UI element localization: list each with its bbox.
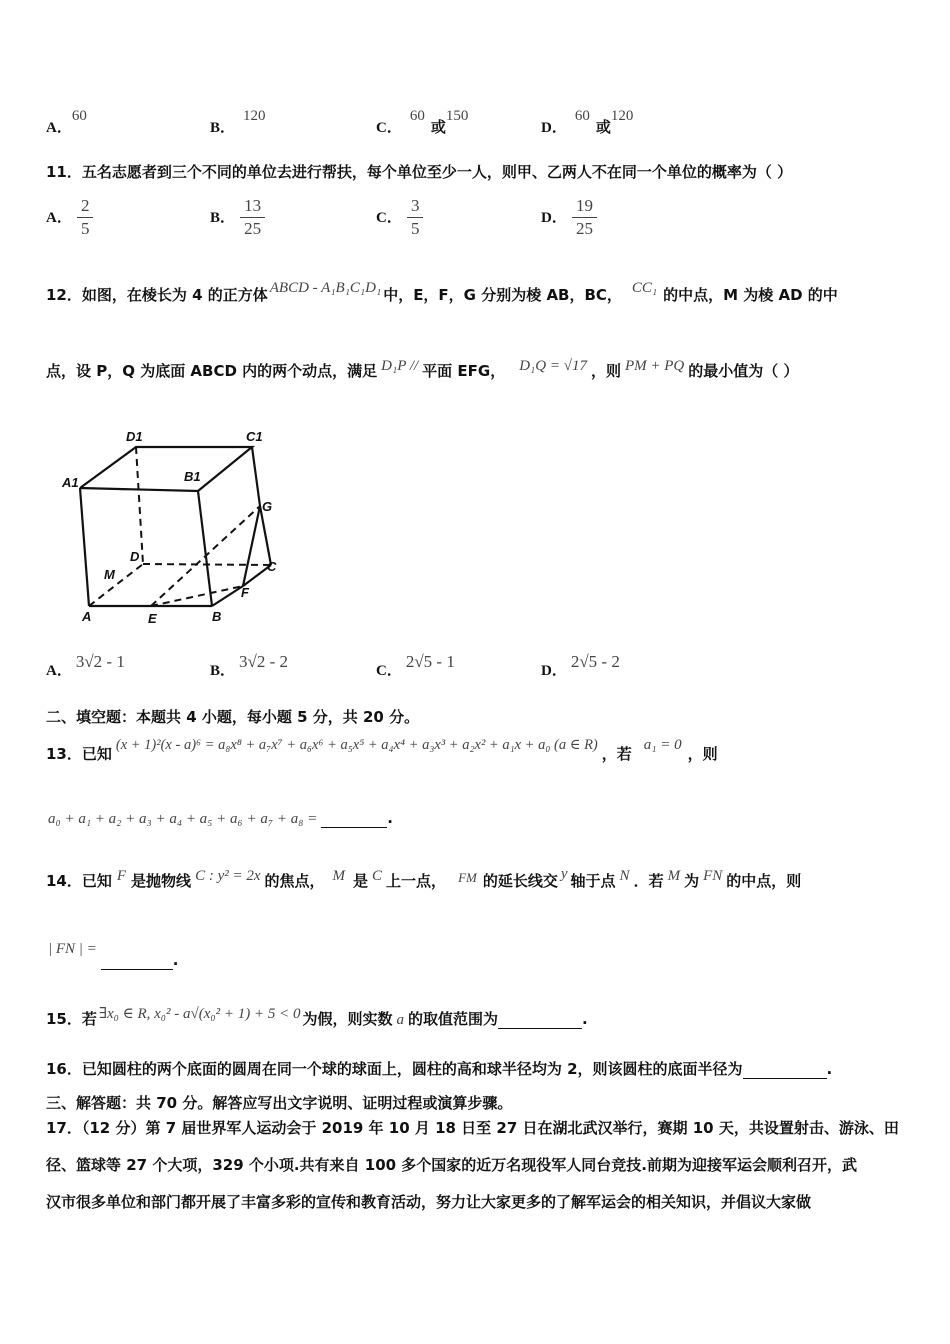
- q14-text: 轴于点: [570, 872, 616, 890]
- q14-text: 是抛物线: [131, 872, 192, 890]
- q12-option-b: [210, 651, 289, 679]
- option-label: A．: [46, 663, 72, 679]
- q15-end: .: [582, 1010, 588, 1028]
- q11-option-d: [541, 195, 597, 240]
- q14-text: 上一点，: [386, 872, 447, 890]
- q12-line-1: [46, 280, 838, 305]
- answer-blank: [101, 950, 173, 970]
- q14-fm: FM: [458, 870, 477, 885]
- q14-f: F: [116, 868, 127, 884]
- q13-text: ，则: [687, 745, 718, 763]
- q14-text: 是: [353, 872, 369, 890]
- q13-line-1: [46, 733, 718, 763]
- section-2-heading: 二、填空题：本题共 4 小题，每小题 5 分，共 20 分。: [46, 708, 420, 726]
- q14-text: 为: [684, 872, 700, 890]
- option-label: A．: [46, 210, 72, 226]
- q13-end: .: [387, 809, 393, 827]
- label-c1: C1: [246, 429, 263, 444]
- cube-figure: [60, 425, 290, 630]
- label-b: B: [212, 609, 222, 624]
- q14-m: M: [332, 868, 346, 884]
- q16-text: 16．已知圆柱的两个底面的圆周在同一个球的球面上，圆柱的高和球半径均为 2，则该圆柱的底面半径为: [46, 1060, 743, 1078]
- label-c: C: [267, 559, 277, 574]
- q14-fn: FN: [703, 868, 723, 884]
- q17-line-1: 17．（12 分）第 7 届世界军人运动会于 2019 年 10 月 18 日至 27 日在湖北武汉举行，赛期 10 天，共设置射击、游泳、田: [46, 1119, 899, 1137]
- option-label: D．: [541, 120, 567, 136]
- fraction: [240, 195, 265, 240]
- option-label: B．: [210, 663, 236, 679]
- q13-line-2: [48, 808, 393, 828]
- q15-text: 15．若: [46, 1010, 97, 1028]
- option-label: C．: [376, 120, 402, 136]
- q14-line-1: [46, 866, 802, 891]
- option-value-2: 150: [445, 108, 469, 124]
- q13-text: 13．已知: [46, 745, 112, 763]
- option-value: 3√2 - 2: [239, 652, 289, 671]
- section-3-heading: 三、解答题：共 70 分。解答应写出文字说明、证明过程或演算步骤。: [46, 1094, 513, 1112]
- numerator: 19: [572, 195, 597, 218]
- option-label: A．: [46, 120, 72, 136]
- q14-text: 的延长线交: [482, 872, 558, 890]
- q13-sum: a₀ + a₁ + a₂ + a₃ + a₄ + a₅ + a₆ + a₇ + a₈ =: [48, 811, 318, 827]
- q12-text: 12．如图，在棱长为 4 的正方体: [46, 286, 268, 304]
- option-label: D．: [541, 210, 567, 226]
- q10-option-d: [541, 104, 634, 136]
- q16-end: .: [826, 1060, 833, 1078]
- condition-distance: D₁Q = √17: [519, 358, 587, 374]
- q11-option-a: [46, 195, 93, 240]
- q13-equation: (x + 1)²(x - a)⁶ = a₈x⁸ + a₇x⁷ + a₆x⁶ + a₅x⁵ + a₄x⁴ + a₃x³ + a₂x² + a₁x + a₀ (a ∈ R): [115, 737, 598, 753]
- q12-line-2: [46, 360, 798, 381]
- condition-parallel: D₁P //: [381, 358, 419, 374]
- label-e: E: [148, 611, 157, 626]
- q14-y: y: [560, 866, 568, 882]
- cube-name: ABCD - A₁B₁C₁D₁: [269, 280, 382, 296]
- q13-condition: a₁ = 0: [643, 737, 682, 753]
- q13-text: ，若: [601, 745, 632, 763]
- option-label: B．: [210, 120, 236, 136]
- q12-text: 的最小值为（ ）: [688, 362, 799, 380]
- q10-option-c: [376, 104, 469, 136]
- denominator: 25: [244, 219, 262, 238]
- q10-option-b: [210, 104, 266, 136]
- option-label: C．: [376, 663, 402, 679]
- option-or: 或: [430, 118, 446, 136]
- option-value: 60: [409, 108, 425, 124]
- q14-line-2: [48, 938, 179, 969]
- option-label: D．: [541, 663, 567, 679]
- fraction: [407, 195, 424, 240]
- q12-option-d: [541, 651, 620, 679]
- target-expression: PM + PQ: [624, 358, 685, 374]
- answer-blank: [498, 1009, 582, 1029]
- denominator: 5: [410, 219, 420, 238]
- q14-n: N: [619, 868, 630, 884]
- q12-text: 点，设 P，Q 为底面 ABCD 内的两个动点，满足: [46, 362, 378, 380]
- option-value: 60: [574, 108, 590, 124]
- q12-text: ，则: [590, 362, 621, 380]
- q17-line-3: 汉市很多单位和部门都开展了丰富多彩的宣传和教育活动，努力让大家更多的了解军运会的相关知识，并倡议大家做: [46, 1193, 812, 1211]
- q14-m2: M: [667, 868, 681, 884]
- denominator: 5: [80, 219, 90, 238]
- q14-end: .: [172, 951, 179, 969]
- answer-blank: [743, 1059, 827, 1079]
- option-value: 2√5 - 1: [405, 652, 455, 671]
- q14-text: 14．已知: [46, 872, 112, 890]
- label-b1: B1: [184, 469, 201, 484]
- q17-line-2: 径、篮球等 27 个大项，329 个小项.共有来自 100 多个国家的近万名现役军人同台竞技.前期为迎接军运会顺利召开，武: [46, 1156, 858, 1174]
- option-value-2: 120: [610, 108, 634, 124]
- numerator: 2: [77, 195, 94, 218]
- edge-cc1: CC₁: [631, 280, 658, 296]
- q11-option-b: [210, 195, 265, 240]
- label-f: F: [241, 585, 249, 600]
- option-value: 120: [243, 108, 266, 124]
- q14-text: ．若: [633, 872, 664, 890]
- numerator: 3: [407, 195, 424, 218]
- answer-blank: [321, 808, 387, 828]
- q15-line: [46, 1008, 588, 1029]
- fraction: [77, 195, 94, 240]
- cube-solid-edges: [80, 447, 271, 606]
- label-d1: D1: [126, 429, 143, 444]
- q15-text: 的取值范围为: [408, 1010, 499, 1028]
- q15-expression: ∃x₀ ∈ R, x₀² - a√(x₀² + 1) + 5 < 0: [98, 1006, 301, 1022]
- fraction: [572, 195, 597, 240]
- q15-a: a: [396, 1012, 404, 1028]
- option-label: B．: [210, 210, 236, 226]
- q14-text: 的焦点，: [264, 872, 325, 890]
- q14-c: C: [372, 868, 383, 884]
- q12-text: 中，E，F，G 分别为棱 AB，BC，: [383, 286, 622, 304]
- q12-text: 平面 EFG，: [422, 362, 506, 380]
- q15-text: 为假，则实数: [302, 1010, 393, 1028]
- q14-parabola: C : y² = 2x: [195, 868, 261, 884]
- q14-abs-fn: | FN | =: [48, 941, 97, 957]
- denominator: 25: [575, 219, 593, 238]
- q11-text: 11．五名志愿者到三个不同的单位去进行帮扶，每个单位至少一人，则甲、乙两人不在同一个单位的概率为（ ）: [46, 163, 793, 181]
- q10-option-a: [46, 104, 87, 136]
- label-a1: A1: [62, 475, 79, 490]
- option-value: 2√5 - 2: [570, 652, 620, 671]
- label-g: G: [262, 499, 273, 514]
- q12-option-c: [376, 651, 455, 679]
- option-value: 3√2 - 1: [75, 652, 125, 671]
- option-value: 60: [71, 108, 87, 124]
- option-or: 或: [595, 118, 611, 136]
- q14-text: 的中点，则: [726, 872, 802, 890]
- label-a: A: [82, 609, 92, 624]
- label-m: M: [104, 567, 115, 582]
- q16-line: [46, 1058, 832, 1079]
- label-d: D: [130, 549, 140, 564]
- q12-text: 的中点，M 为棱 AD 的中: [663, 286, 838, 304]
- option-label: C．: [376, 210, 402, 226]
- q12-option-a: [46, 651, 125, 679]
- q11-option-c: [376, 195, 423, 240]
- numerator: 13: [240, 195, 265, 218]
